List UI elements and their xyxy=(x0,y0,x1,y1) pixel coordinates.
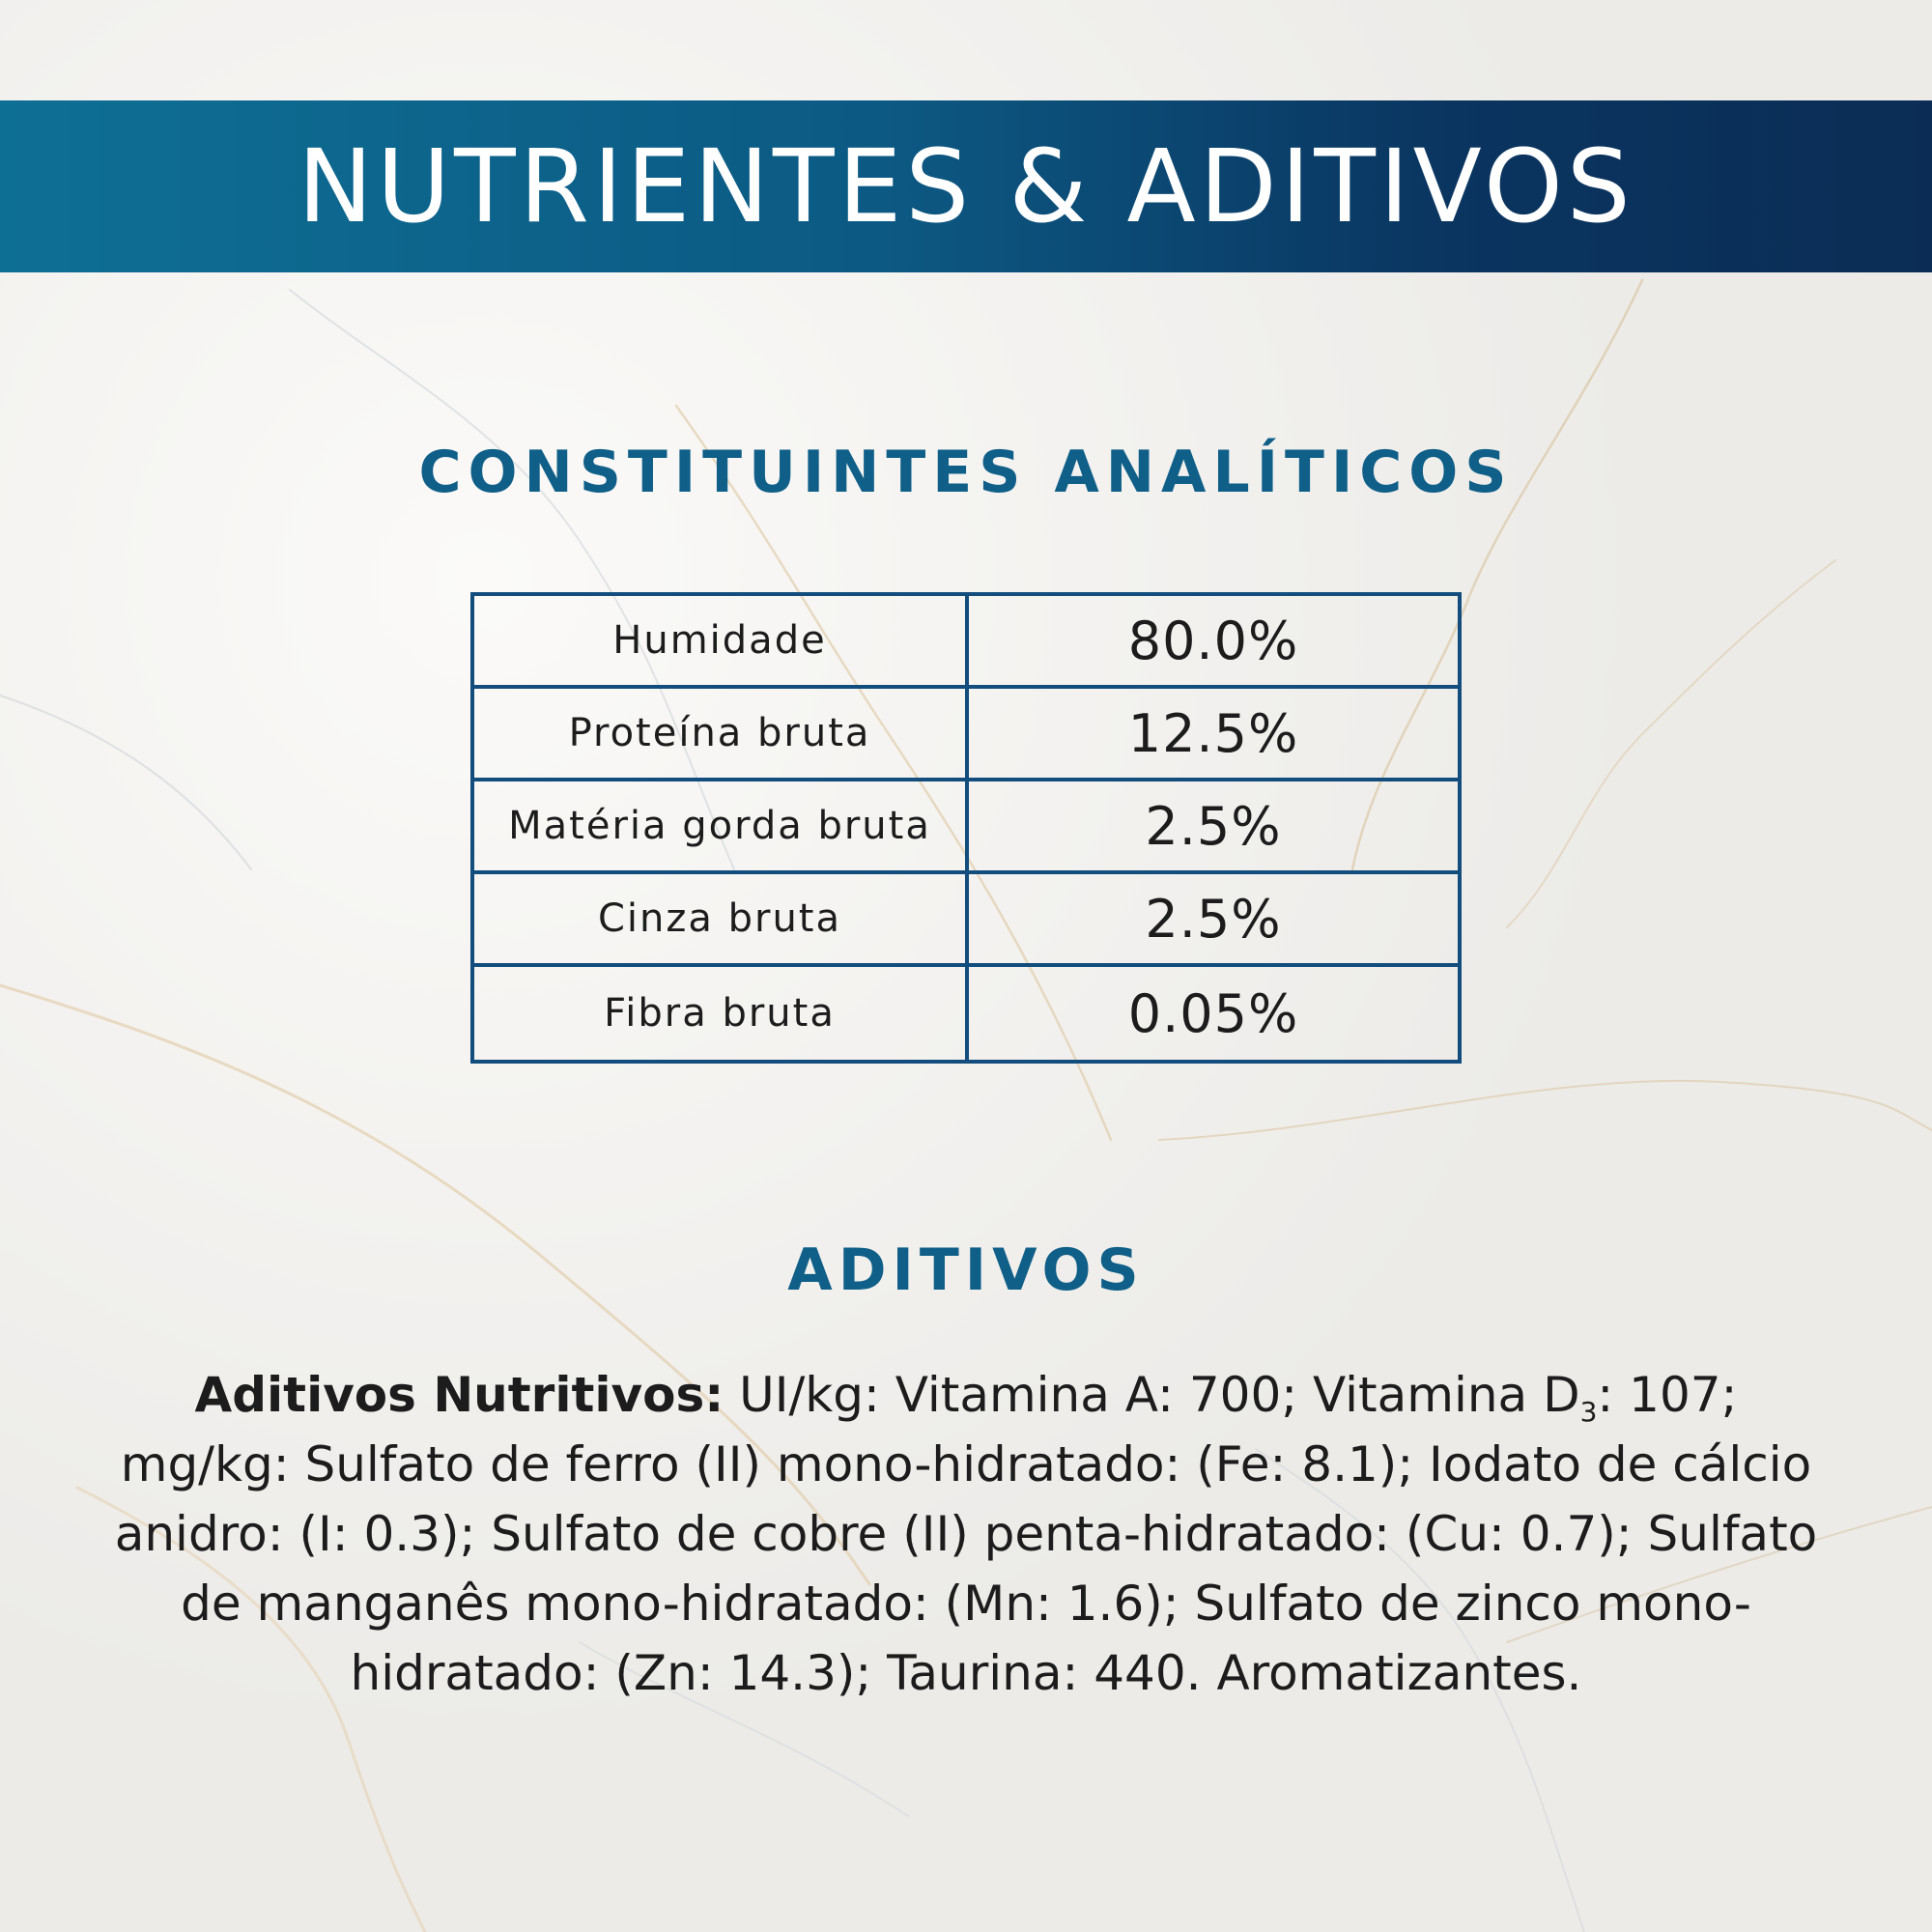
row-value: 2.5% xyxy=(1145,888,1282,950)
table-row xyxy=(474,689,1458,781)
additives-lead: Aditivos Nutritivos: xyxy=(194,1367,724,1423)
row-value: 12.5% xyxy=(1127,702,1299,764)
page-title: NUTRIENTES & ADITIVOS xyxy=(298,128,1634,245)
analytic-table xyxy=(470,592,1462,1064)
row-value: 2.5% xyxy=(1145,795,1282,857)
additives-heading: ADITIVOS xyxy=(787,1236,1145,1304)
additives-text-part1: UI/kg: Vitamina A: 700; Vitamina D xyxy=(724,1367,1580,1423)
table-row xyxy=(474,781,1458,874)
row-label: Humidade xyxy=(474,596,969,685)
row-value: 80.0% xyxy=(1127,610,1299,671)
row-label: Fibra bruta xyxy=(474,967,969,1060)
table-row xyxy=(474,874,1458,967)
row-label: Matéria gorda bruta xyxy=(474,781,969,870)
table-row xyxy=(474,596,1458,689)
row-label: Proteína bruta xyxy=(474,689,969,778)
row-label: Cinza bruta xyxy=(474,874,969,963)
additives-paragraph xyxy=(106,1360,1826,1708)
title-banner xyxy=(0,100,1932,272)
row-value: 0.05% xyxy=(1127,982,1299,1044)
additives-text-part2: : 107; mg/kg: Sulfato de ferro (II) mono-hidratado: (Fe: 8.1); Iodato de cálcio anidro: (I: 0.3); Sulfato de cobre (II) penta-hidratado: (Cu: 0.7); Sulfato de manganês mono-hidratado: (Mn: 1.6); Sulfato de zinco mono-hidratado: (Zn: 14.3); Taurina: 440. Aromatizantes. xyxy=(114,1367,1818,1701)
subscript: 3 xyxy=(1579,1396,1598,1428)
table-row xyxy=(474,967,1458,1060)
analytic-heading: CONSTITUINTES ANALÍTICOS xyxy=(418,439,1514,506)
